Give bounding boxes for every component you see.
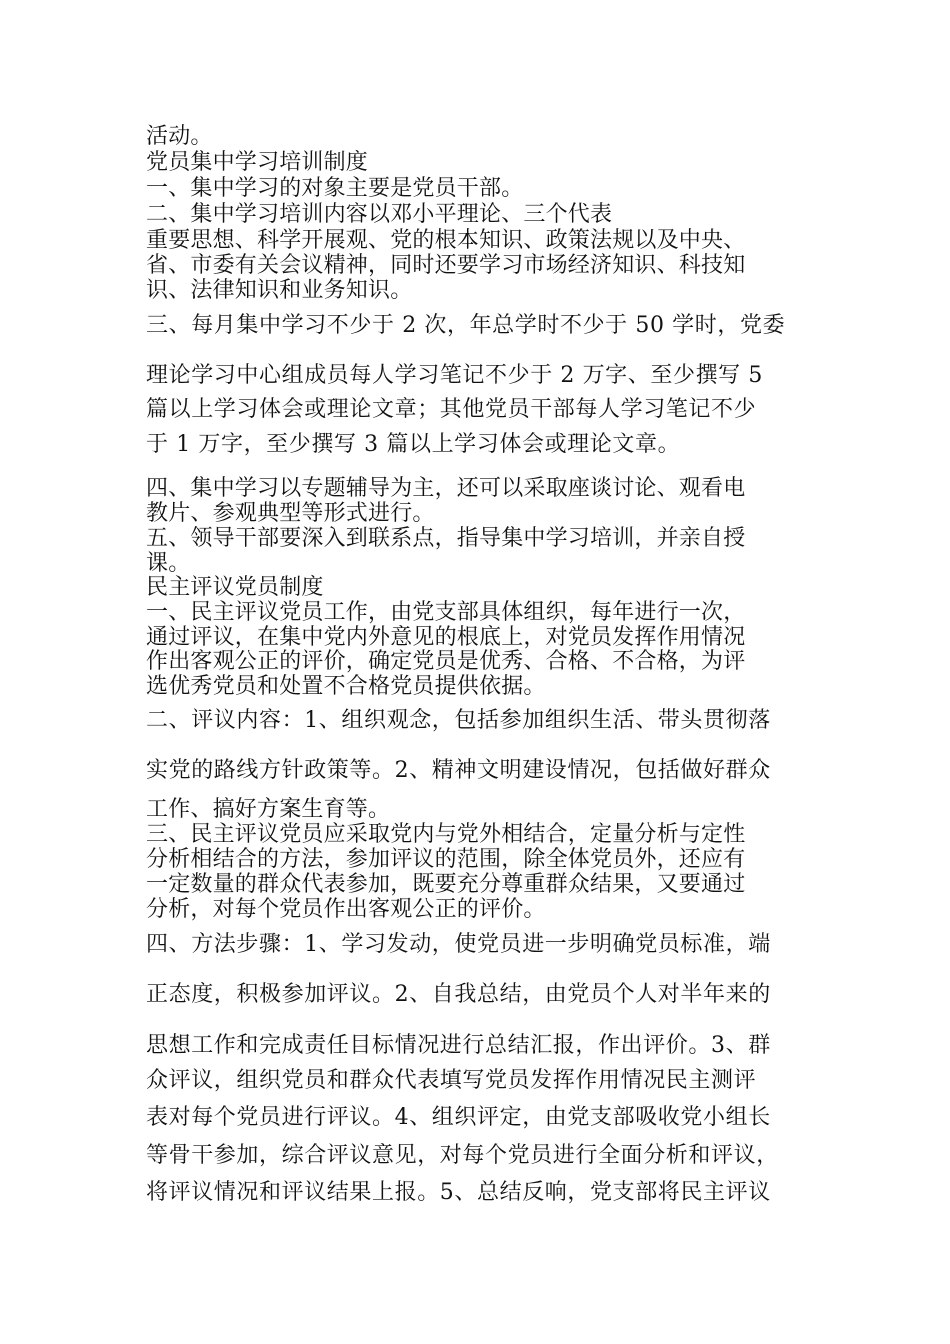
text-line: 四、集中学习以专题辅导为主，还可以采取座谈讨论、观看电 [146,476,746,501]
text-line: 课。 [146,551,191,576]
text-line: 二、评议内容：1、组织观念，包括参加组织生活、带头贯彻落 [146,708,771,733]
section-heading: 党员集中学习培训制度 [146,150,369,175]
text-line: 重要思想、科学开展观、党的根本知识、政策法规以及中央、 [146,228,746,253]
text-line: 省、市委有关会议精神，同时还要学习市场经济知识、科技知 [146,253,746,278]
text-line: 等骨干参加，综合评议意见，对每个党员进行全面分析和评议， [146,1143,779,1168]
text-line: 识、法律知识和业务知识。 [146,278,413,303]
text-line: 作出客观公正的评价，确定党员是优秀、合格、不合格，为评 [146,649,746,674]
text-line: 思想工作和完成责任目标情况进行总结汇报，作出评价。3、群 [146,1033,771,1058]
text-line: 二、集中学习培训内容以邓小平理论、三个代表 [146,202,613,227]
text-line: 一定数量的群众代表参加，既要充分尊重群众结果，又要通过 [146,872,746,897]
text-line: 理论学习中心组成员每人学习笔记不少于 2 万字、至少撰写 5 [146,363,763,388]
text-line: 一、民主评议党员工作，由党支部具体组织，每年进行一次， [146,600,746,625]
text-line: 分析相结合的方法，参加评议的范围，除全体党员外，还应有 [146,847,746,872]
text-line: 将评议情况和评议结果上报。5、总结反响，党支部将民主评议 [146,1180,771,1205]
text-line: 正态度，积极参加评议。2、自我总结，由党员个人对半年来的 [146,982,771,1007]
text-line: 五、领导干部要深入到联系点，指导集中学习培训，并亲自授 [146,526,746,551]
text-line: 一、集中学习的对象主要是党员干部。 [146,176,524,201]
text-line: 活动。 [146,124,213,149]
text-line: 通过评议，在集中党内外意见的根底上，对党员发挥作用情况 [146,625,746,650]
section-heading: 民主评议党员制度 [146,575,324,600]
text-line: 教片、参观典型等形式进行。 [146,501,435,526]
text-line: 三、民主评议党员应采取党内与党外相结合，定量分析与定性 [146,822,746,847]
text-line: 四、方法步骤：1、学习发动，使党员进一步明确党员标准，端 [146,932,771,957]
text-line: 众评议，组织党员和群众代表填写党员发挥作用情况民主测评 [146,1068,757,1093]
text-line: 于 1 万字，至少撰写 3 篇以上学习体会或理论文章。 [146,432,681,457]
text-line: 表对每个党员进行评议。4、组织评定，由党支部吸收党小组长 [146,1105,771,1130]
text-line: 分析，对每个党员作出客观公正的评价。 [146,897,546,922]
text-line: 三、每月集中学习不少于 2 次，年总学时不少于 50 学时，党委 [146,313,786,338]
text-line: 选优秀党员和处置不合格党员提供依据。 [146,674,546,699]
text-line: 工作、搞好方案生育等。 [146,797,391,822]
text-line: 实党的路线方针政策等。2、精神文明建设情况，包括做好群众 [146,758,771,783]
text-line: 篇以上学习体会或理论文章；其他党员干部每人学习笔记不少 [146,397,757,422]
